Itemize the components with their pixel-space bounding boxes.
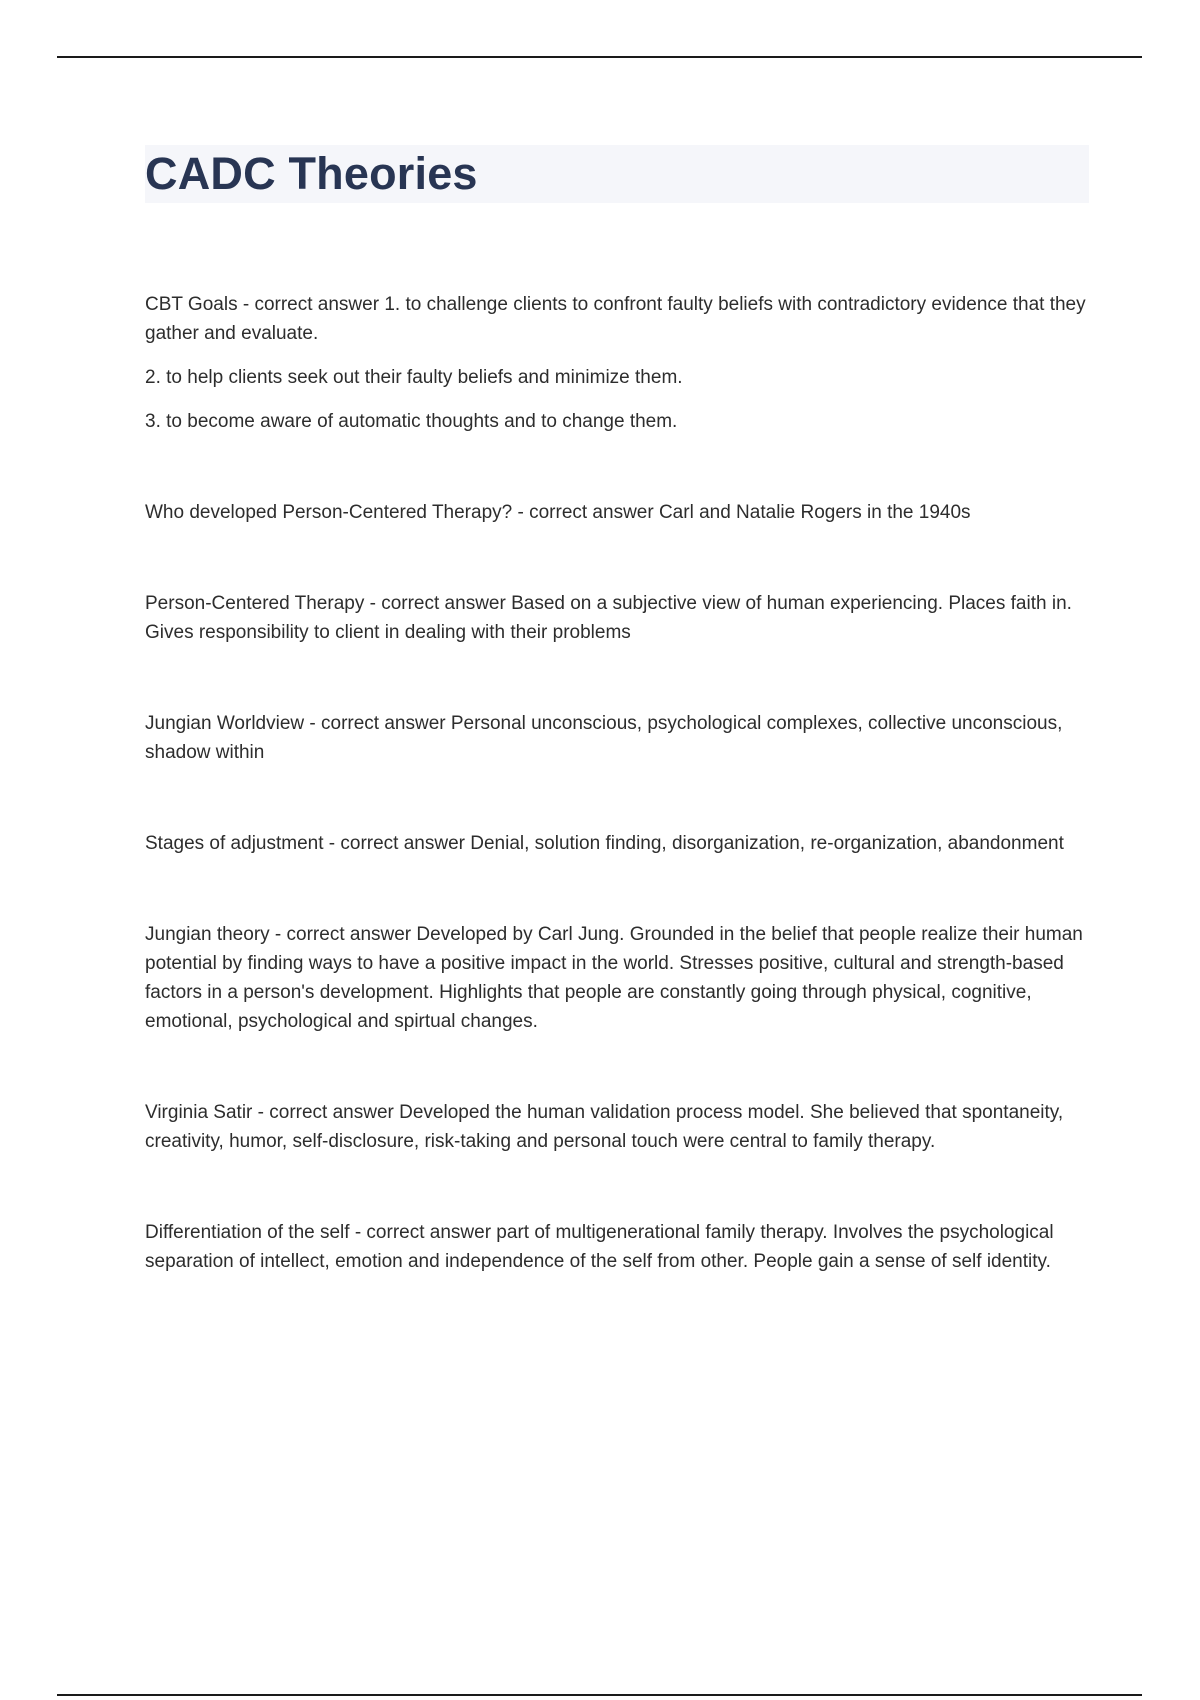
entry-text: Virginia Satir - correct answer Developed the human validation process model. She believed that spontaneity, creativity, humor, self-disclosure, risk-taking and personal touch were central to family therapy. [145, 1102, 1064, 1152]
qa-entry-cbt-goals [145, 290, 1090, 436]
document-body [145, 290, 1090, 1276]
qa-entry-stages-of-adjustment [145, 829, 1090, 858]
entry-text: Jungian Worldview - correct answer Personal unconscious, psychological complexes, collective unconscious, shadow within [145, 713, 1063, 763]
qa-entry-differentiation-of-self [145, 1218, 1090, 1276]
qa-entry-jungian-worldview [145, 709, 1090, 767]
entry-text: Person-Centered Therapy - correct answer Based on a subjective view of human experiencing. Places faith in. Gives responsibility to client in dealing with their problems [145, 593, 1072, 643]
qa-entry-person-centered-therapy [145, 589, 1090, 647]
entry-text: Stages of adjustment - correct answer Denial, solution finding, disorganization, re-organization, abandonment [145, 833, 1064, 854]
qa-entry-virginia-satir [145, 1098, 1090, 1156]
qa-entry-person-centered-developers [145, 498, 1090, 527]
title-band [145, 145, 1089, 203]
page-title: CADC Theories [145, 148, 478, 199]
entry-text: Who developed Person-Centered Therapy? - correct answer Carl and Natalie Rogers in the 1940s [145, 502, 971, 523]
entry-text: Jungian theory - correct answer Developed by Carl Jung. Grounded in the belief that people realize their human potential by finding ways to have a positive impact in the world. Stresses positive, cultural and strength-based factors in a person's development. Highlights that people are constantly going through physical, cognitive, emotional, psychological and spirtual changes. [145, 924, 1083, 1032]
entry-continuation: 2. to help clients seek out their faulty beliefs and minimize them. [145, 367, 683, 388]
entry-text: Differentiation of the self - correct answer part of multigenerational family therapy. Involves the psychological separation of intellect, emotion and independence of the self from other. People gain a sense of self identity. [145, 1222, 1054, 1272]
entry-continuation: 3. to become aware of automatic thoughts and to change them. [145, 411, 678, 432]
entry-text: CBT Goals - correct answer 1. to challenge clients to confront faulty beliefs with contradictory evidence that they gather and evaluate. [145, 294, 1086, 344]
top-rule [57, 56, 1142, 58]
qa-entry-jungian-theory [145, 920, 1090, 1036]
bottom-rule [57, 1694, 1142, 1696]
